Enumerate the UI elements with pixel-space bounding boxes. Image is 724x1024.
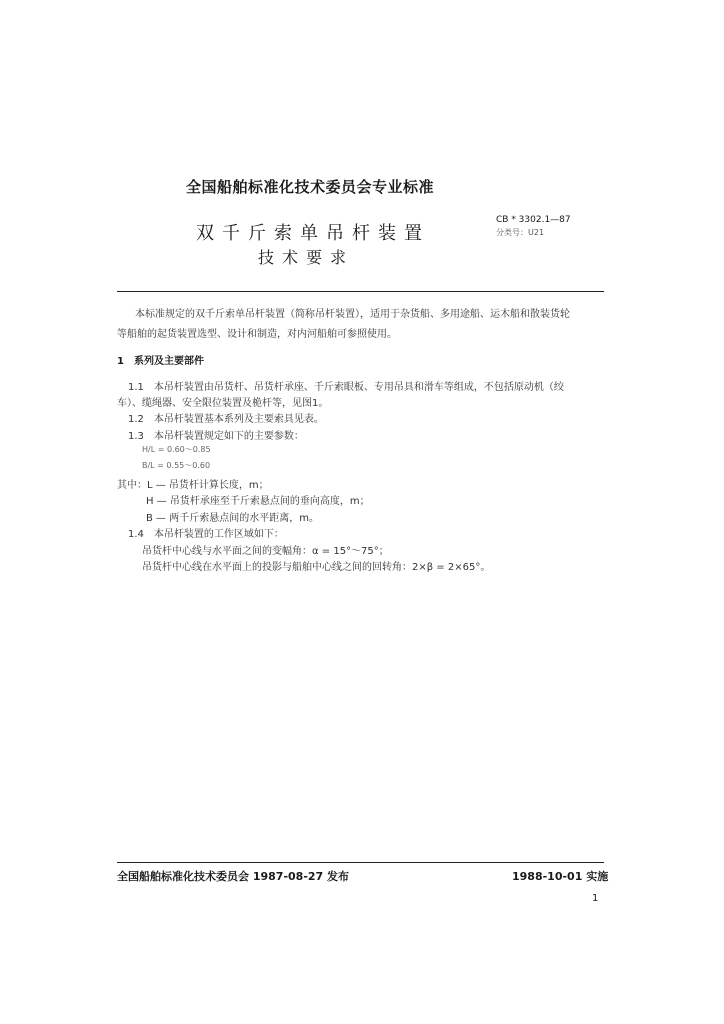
clause-1-1-line-1: 1.1 本吊杆装置由吊货杆、吊货杆承座、千斤索眼板、专用吊具和滑车等组成，不包括原动机（绞 — [128, 382, 564, 393]
committee-header: 全国船舶标准化技术委员会专业标准 — [186, 178, 435, 196]
clause-1-3: 1.3 本吊杆装置规定如下的主要参数： — [128, 431, 304, 442]
effective-date: 1988-10-01 实施 — [512, 870, 609, 883]
intro-line-1: 本标准规定的双千斤索单吊杆装置（简称吊杆装置），适用于杂货船、多用途船、运木船和散装货轮 — [135, 309, 570, 320]
issue-date: 全国船舶标准化技术委员会 1987-08-27 发布 — [117, 870, 350, 883]
section-1-heading: 1 系列及主要部件 — [117, 356, 204, 367]
page-number: 1 — [592, 893, 599, 904]
clause-1-4: 1.4 本吊杆装置的工作区域如下： — [128, 529, 284, 540]
intro-line-2: 等船舶的起货装置选型、设计和制造，对内河船舶可参照使用。 — [117, 329, 397, 340]
luffing-angle-range: 吊货杆中心线与水平面之间的变幅角：α = 15°～75°； — [142, 546, 389, 557]
where-h: H — 吊货杆承座至千斤索悬点间的垂向高度，m； — [146, 496, 370, 507]
where-b: B — 两千斤索悬点间的水平距离，m。 — [146, 513, 319, 524]
clause-1-2: 1.2 本吊杆装置基本系列及主要索具见表。 — [128, 414, 324, 425]
formula-b-over-l: B/L = 0.55～0.60 — [142, 461, 211, 470]
formula-h-over-l: H/L = 0.60～0.85 — [142, 445, 211, 454]
classification-number: 分类号：U21 — [496, 228, 545, 237]
bottom-divider — [117, 862, 604, 863]
clause-1-1-line-2: 车）、缆绳器、安全限位装置及桅杆等，见图1。 — [117, 398, 329, 409]
standard-subtitle: 技术要求 — [258, 248, 355, 267]
standard-title: 双千斤索单吊杆装置 — [196, 223, 430, 244]
slewing-angle-range: 吊货杆中心线在水平面上的投影与船舶中心线之间的回转角：2×β = 2×65°。 — [142, 562, 491, 573]
top-divider — [117, 291, 604, 292]
where-l: 其中：L — 吊货杆计算长度，m； — [117, 480, 269, 491]
standard-code: CB * 3302.1—87 — [496, 215, 571, 225]
